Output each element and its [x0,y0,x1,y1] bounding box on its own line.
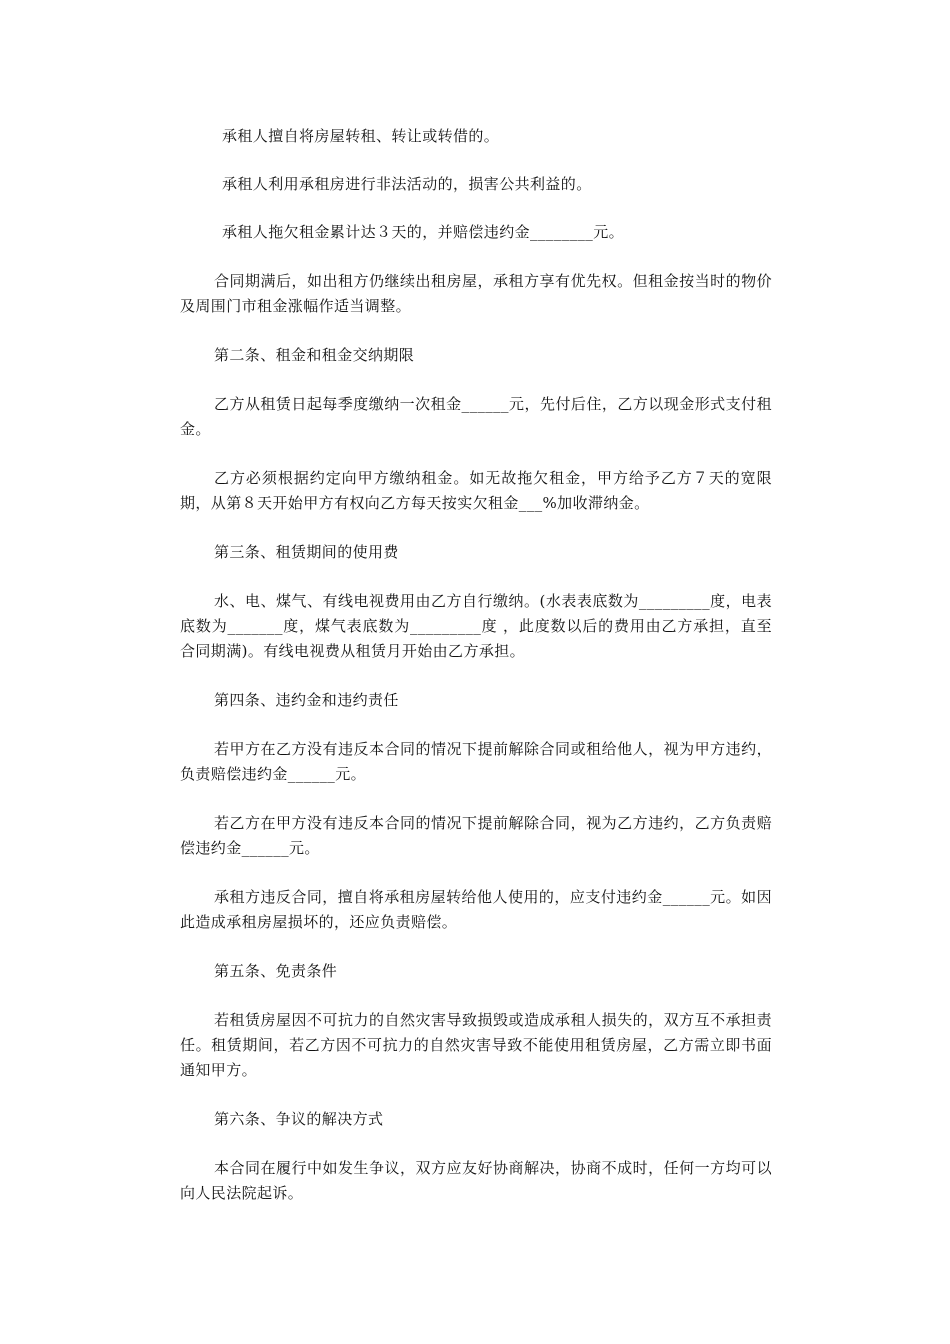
paragraph-party-b-breach: 若乙方在甲方没有违反本合同的情况下提前解除合同，视为乙方违约，乙方负责赔偿违约金______元。 [180,814,772,857]
section-heading-rent: 第二条、租金和租金交纳期限 [214,346,415,364]
section-heading-breach: 第四条、违约金和违约责任 [214,691,399,709]
paragraph-utilities: 水、电、煤气、有线电视费用由乙方自行缴纳。(水表表底数为_________度，电表底数为_______度，煤气表底数为_________度 ，此度数以后的费用由乙方承担，直至合同期满)。有线电视费从租赁月开始由乙方承担。 [180,592,772,660]
paragraph-late-fee: 乙方必须根据约定向甲方缴纳租金。如无故拖欠租金，甲方给予乙方７天的宽限期，从第８天开始甲方有权向乙方每天按实欠租金___%加收滞纳金。 [180,469,772,512]
document-body [180,124,772,1206]
clause-item-illegal-use: 承租人利用承租房进行非法活动的，损害公共利益的。 [222,175,592,193]
paragraph-force-majeure: 若租赁房屋因不可抗力的自然灾害导致损毁或造成承租人损失的，双方互不承担责任。租赁期间，若乙方因不可抗力的自然灾害导致不能使用租赁房屋，乙方需立即书面通知甲方。 [180,1011,772,1079]
paragraph-dispute-resolution: 本合同在履行中如发生争议，双方应友好协商解决，协商不成时，任何一方均可以向人民法院起诉。 [180,1159,772,1202]
section-heading-usage-fees: 第三条、租赁期间的使用费 [214,543,399,561]
clause-item-rent-arrears: 承租人拖欠租金累计达３天的，并赔偿违约金________元。 [222,223,625,241]
paragraph-rent-payment: 乙方从租赁日起每季度缴纳一次租金______元，先付后住，乙方以现金形式支付租金。 [180,395,772,438]
paragraph-priority-renewal: 合同期满后，如出租方仍继续出租房屋，承租方享有优先权。但租金按当时的物价及周围门市租金涨幅作适当调整。 [180,272,772,315]
paragraph-sublet-penalty: 承租方违反合同，擅自将承租房屋转给他人使用的，应支付违约金______元。如因此造成承租房屋损坏的，还应负责赔偿。 [180,888,772,931]
clause-item-sublet: 承租人擅自将房屋转租、转让或转借的。 [222,127,500,145]
section-heading-disputes: 第六条、争议的解决方式 [214,1110,384,1128]
section-heading-exemption: 第五条、免责条件 [214,962,338,980]
paragraph-party-a-breach: 若甲方在乙方没有违反本合同的情况下提前解除合同或租给他人，视为甲方违约，负责赔偿违约金______元。 [180,740,772,783]
